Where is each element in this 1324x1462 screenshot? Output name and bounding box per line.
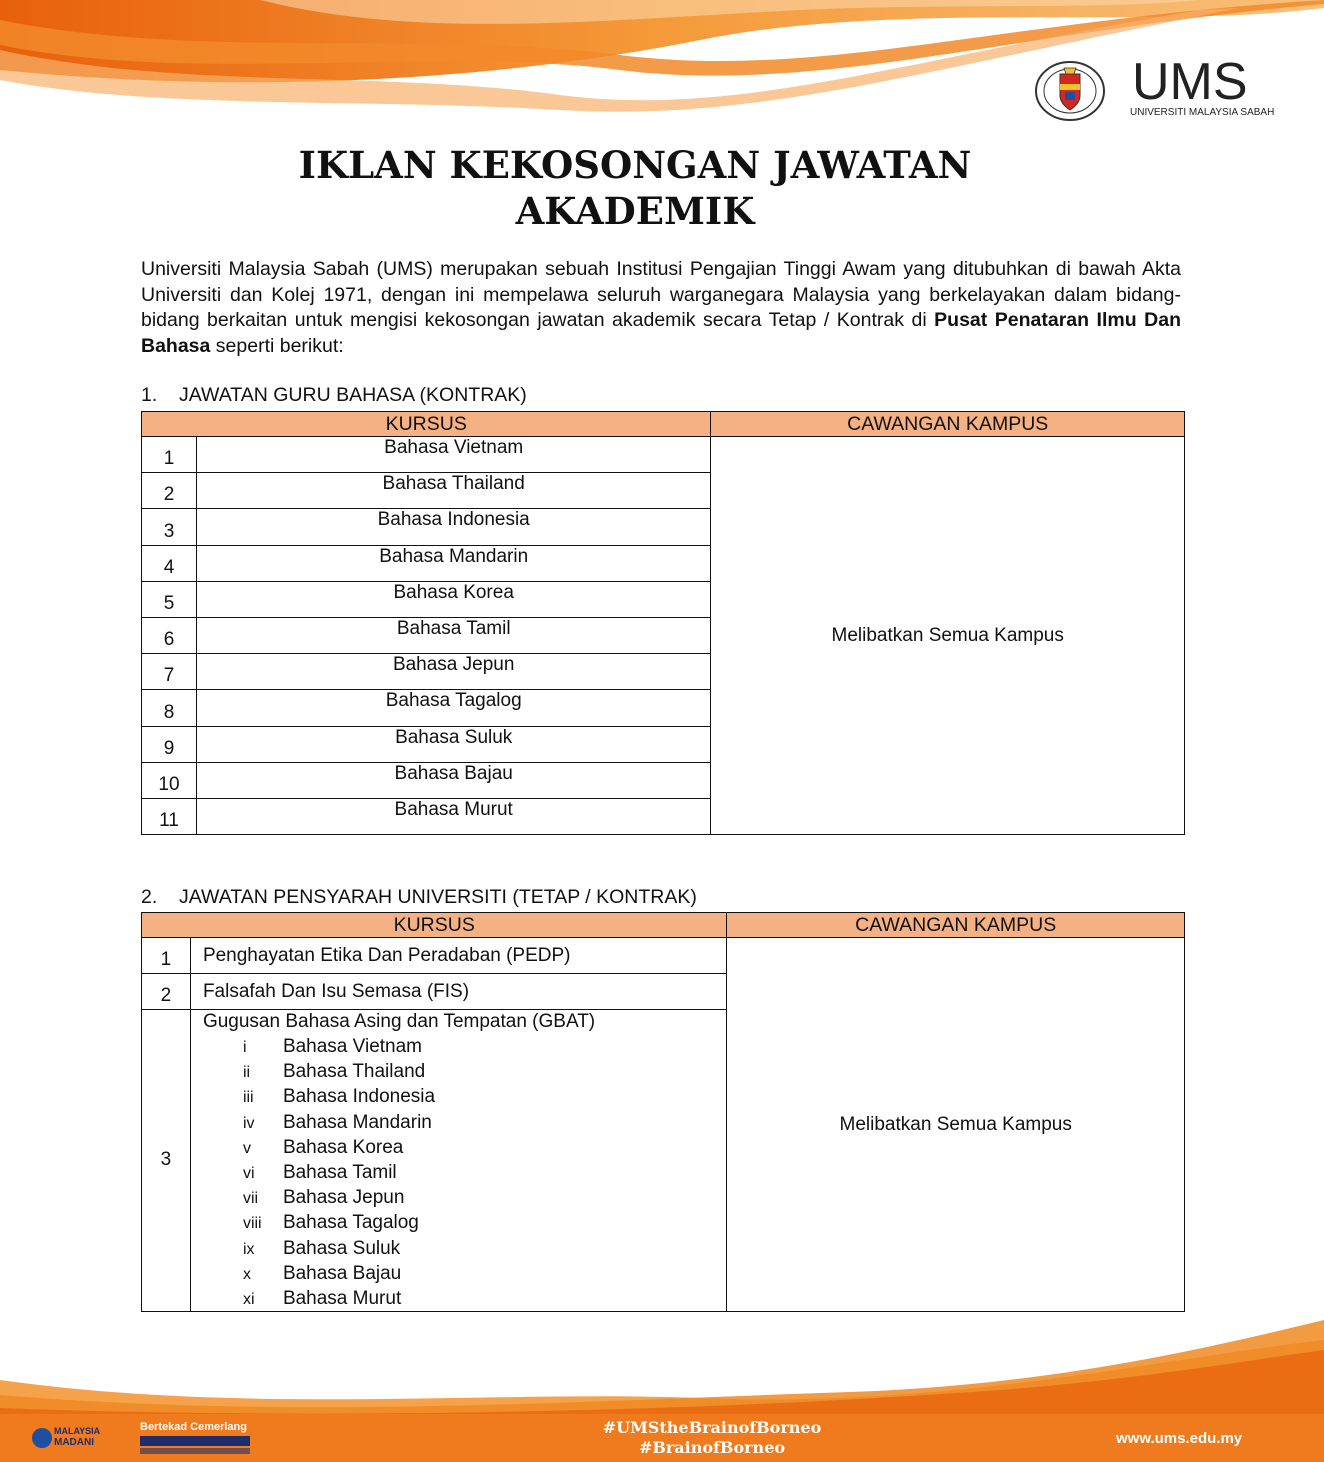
list-item — [203, 1059, 726, 1084]
section1-heading — [141, 384, 527, 407]
language-name: Bahasa Thailand — [282, 1061, 426, 1083]
row-number: 3 — [142, 1010, 191, 1312]
list-item — [203, 1236, 726, 1261]
list-item — [203, 1160, 726, 1185]
row-course: Bahasa Korea — [196, 581, 710, 617]
list-item — [203, 1185, 726, 1210]
section1-table-body — [142, 437, 1185, 835]
row-number: 8 — [142, 690, 197, 726]
footer-hashtag-1: #UMStheBrainofBorneo — [602, 1418, 822, 1437]
roman-numeral: vii — [242, 1190, 259, 1208]
ums-crest-icon — [1034, 60, 1106, 122]
language-name: Bahasa Indonesia — [282, 1086, 436, 1108]
row-course: Bahasa Tamil — [196, 617, 710, 653]
language-sublist — [203, 1034, 726, 1311]
language-name: Bahasa Mandarin — [282, 1111, 432, 1133]
ums-logo — [1034, 53, 1294, 128]
row-number: 9 — [142, 726, 197, 762]
roman-numeral: iv — [242, 1114, 255, 1132]
row-number: 1 — [142, 437, 197, 473]
language-name: Bahasa Korea — [282, 1136, 404, 1158]
footer-hashtag-2: #BrainofBorneo — [638, 1438, 786, 1457]
table-row — [142, 437, 1185, 473]
section2-title: JAWATAN PENSYARAH UNIVERSITI (TETAP / KONTRAK) — [179, 886, 697, 908]
row-course: Bahasa Tagalog — [196, 690, 710, 726]
section2-col-course: KURSUS — [142, 913, 727, 938]
section2-number: 2. — [141, 886, 158, 908]
section1-table — [141, 411, 1185, 835]
section2-campus-cell: Melibatkan Semua Kampus — [727, 938, 1185, 1312]
intro-text-part2: seperti berikut: — [210, 334, 344, 357]
section1-col-course: KURSUS — [142, 412, 711, 437]
section1-title: JAWATAN GURU BAHASA (KONTRAK) — [179, 384, 527, 406]
row-course: Bahasa Vietnam — [196, 437, 710, 473]
list-item — [203, 1084, 726, 1109]
roman-numeral: vi — [242, 1164, 255, 1182]
language-name: Bahasa Suluk — [282, 1237, 401, 1259]
row-course-group — [190, 1010, 726, 1312]
section1-number: 1. — [141, 384, 158, 406]
section1-col-campus: CAWANGAN KAMPUS — [711, 412, 1185, 437]
roman-numeral: v — [242, 1139, 251, 1157]
intro-paragraph — [141, 257, 1181, 359]
row-number: 3 — [142, 509, 197, 545]
language-name: Bahasa Vietnam — [282, 1036, 423, 1057]
list-item — [203, 1135, 726, 1160]
row-number: 1 — [142, 938, 191, 974]
page-title — [0, 142, 1270, 234]
row-number: 2 — [142, 974, 191, 1010]
svg-text:MADANI: MADANI — [54, 1437, 94, 1448]
language-name: Bahasa Tagalog — [282, 1212, 419, 1234]
bottom-decorative-wave — [0, 1320, 1324, 1420]
logo-wordmark: UMS — [1132, 53, 1248, 111]
section2-table — [141, 912, 1185, 1312]
footer-bar — [0, 1414, 1324, 1462]
row-number: 10 — [142, 762, 197, 798]
row-number: 4 — [142, 545, 197, 581]
language-name: Bahasa Tamil — [282, 1161, 397, 1183]
row-number: 2 — [142, 473, 197, 509]
row-number: 11 — [142, 798, 197, 834]
roman-numeral: ii — [242, 1064, 251, 1082]
intro-text-bold: Pusat Penataran Ilmu Dan Bahasa — [141, 309, 1181, 357]
row-course: Bahasa Indonesia — [196, 509, 710, 545]
table-row — [142, 938, 1185, 974]
footer-website: www.ums.edu.my — [1116, 1430, 1243, 1447]
row-course: Bahasa Murut — [196, 798, 710, 834]
svg-text:Bertekad Cemerlang: Bertekad Cemerlang — [140, 1421, 247, 1433]
row-number: 7 — [142, 654, 197, 690]
row-number: 5 — [142, 581, 197, 617]
section2-col-campus: CAWANGAN KAMPUS — [727, 913, 1185, 938]
roman-numeral: xi — [242, 1290, 255, 1308]
roman-numeral: viii — [242, 1215, 262, 1233]
section1-campus-cell: Melibatkan Semua Kampus — [711, 437, 1185, 835]
list-item — [203, 1110, 726, 1135]
row-number: 6 — [142, 617, 197, 653]
title-line-2: AKADEMIK — [515, 189, 755, 233]
row-course: Bahasa Bajau — [196, 762, 710, 798]
roman-numeral: i — [242, 1039, 247, 1056]
row-course: Bahasa Jepun — [196, 654, 710, 690]
list-item — [203, 1034, 726, 1059]
group-title: Gugusan Bahasa Asing dan Tempatan (GBAT) — [202, 1011, 596, 1032]
svg-text:MALAYSIA: MALAYSIA — [54, 1426, 101, 1436]
roman-numeral: x — [242, 1265, 251, 1283]
row-course: Bahasa Suluk — [196, 726, 710, 762]
list-item — [203, 1261, 726, 1286]
title-line-1: IKLAN KEKOSONGAN JAWATAN — [298, 143, 972, 187]
intro-text-part1: Universiti Malaysia Sabah (UMS) merupakan sebuah Institusi Pengajian Tinggi Awam yang ditubuhkan di bawah Akta Universiti dan Kolej 1971, dengan ini mempelawa seluruh warganegara Malaysia yang berkelayakan dalam bidang-bidang berkaitan untuk mengisi kekosongan jawatan akademik secara Tetap / Kontrak di — [141, 258, 1181, 331]
section2-heading — [141, 886, 697, 909]
row-course: Falsafah Dan Isu Semasa (FIS) — [190, 974, 726, 1010]
language-name: Bahasa Bajau — [282, 1262, 402, 1284]
row-course: Bahasa Mandarin — [196, 545, 710, 581]
language-name: Bahasa Murut — [282, 1287, 402, 1309]
roman-numeral: iii — [242, 1089, 254, 1107]
roman-numeral: ix — [242, 1240, 255, 1258]
language-name: Bahasa Jepun — [282, 1187, 405, 1209]
list-item — [203, 1210, 726, 1235]
list-item — [203, 1286, 726, 1311]
logo-subtitle: UNIVERSITI MALAYSIA SABAH — [1130, 107, 1275, 118]
row-course: Bahasa Thailand — [196, 473, 710, 509]
row-course: Penghayatan Etika Dan Peradaban (PEDP) — [190, 938, 726, 974]
